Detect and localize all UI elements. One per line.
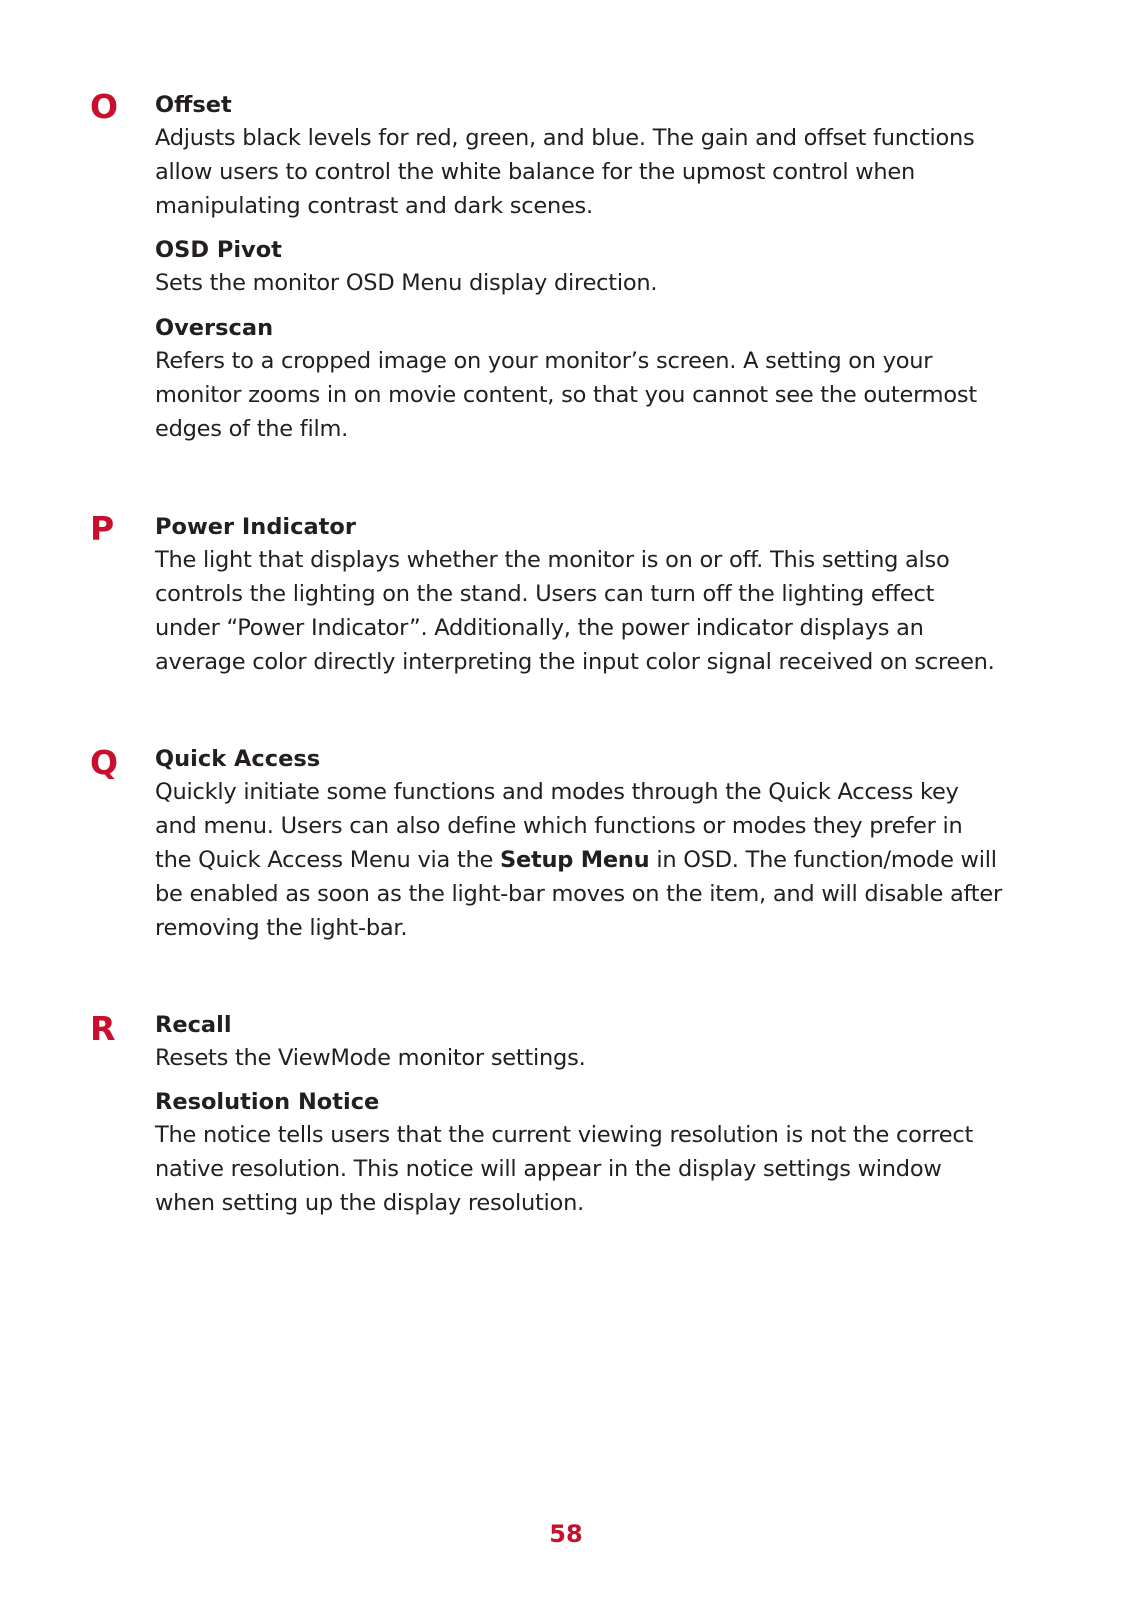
entry-term: Power Indicator	[155, 514, 356, 540]
entry-term: Offset	[155, 92, 232, 118]
entry-description: Sets the monitor OSD Menu display direction.	[155, 270, 658, 296]
glossary-entry-resolution-notice	[155, 1086, 1055, 1220]
entry-term: Recall	[155, 1012, 232, 1038]
glossary-entry-quick-access	[155, 743, 1055, 945]
entry-description: The notice tells users that the current viewing resolution is not the correct native resolution. This notice will appear in the display settings window when setting up the display resolution.	[155, 1122, 974, 1216]
entry-term: Resolution Notice	[155, 1089, 380, 1115]
entry-term: OSD Pivot	[155, 237, 282, 263]
entry-description: Refers to a cropped image on your monitor’s screen. A setting on your monitor zooms in on movie content, so that you cannot see the outermost edges of the film.	[155, 348, 977, 442]
section-letter: R	[90, 1009, 116, 1048]
page-number: 58	[549, 1520, 583, 1548]
entry-description: Resets the ViewMode monitor settings.	[155, 1045, 586, 1071]
glossary-entry-overscan	[155, 312, 1055, 446]
entry-term: Overscan	[155, 315, 274, 341]
entry-description: The light that displays whether the monitor is on or off. This setting also controls the lighting on the stand. Users can turn off the lighting effect under “Power Indicator”. Additionally, the power indicator displays an average color directly interpreting the input color signal received on screen.	[155, 547, 995, 675]
entry-term: Quick Access	[155, 746, 321, 772]
glossary-entry-power-indicator	[155, 511, 1055, 679]
section-letter: P	[90, 509, 115, 548]
entry-description: Adjusts black levels for red, green, and blue. The gain and offset functions allow users to control the white balance for the upmost control when manipulating contrast and dark scenes.	[155, 125, 975, 219]
glossary-entry-recall	[155, 1009, 1055, 1075]
entry-description: Quickly initiate some functions and modes through the Quick Access key and menu. Users can also define which functions or modes they prefer in the Quick Access Menu via the Setup Menu in OSD. The function/mode will be enabled as soon as the light-bar moves on the item, and will disable after removing the light-bar.	[155, 779, 1002, 941]
section-letter: O	[90, 87, 119, 126]
glossary-entry-osd-pivot	[155, 234, 1055, 300]
section-letter: Q	[90, 743, 119, 782]
glossary-entry-offset	[155, 89, 1055, 223]
setup-menu-emphasis: Setup Menu	[500, 847, 650, 873]
